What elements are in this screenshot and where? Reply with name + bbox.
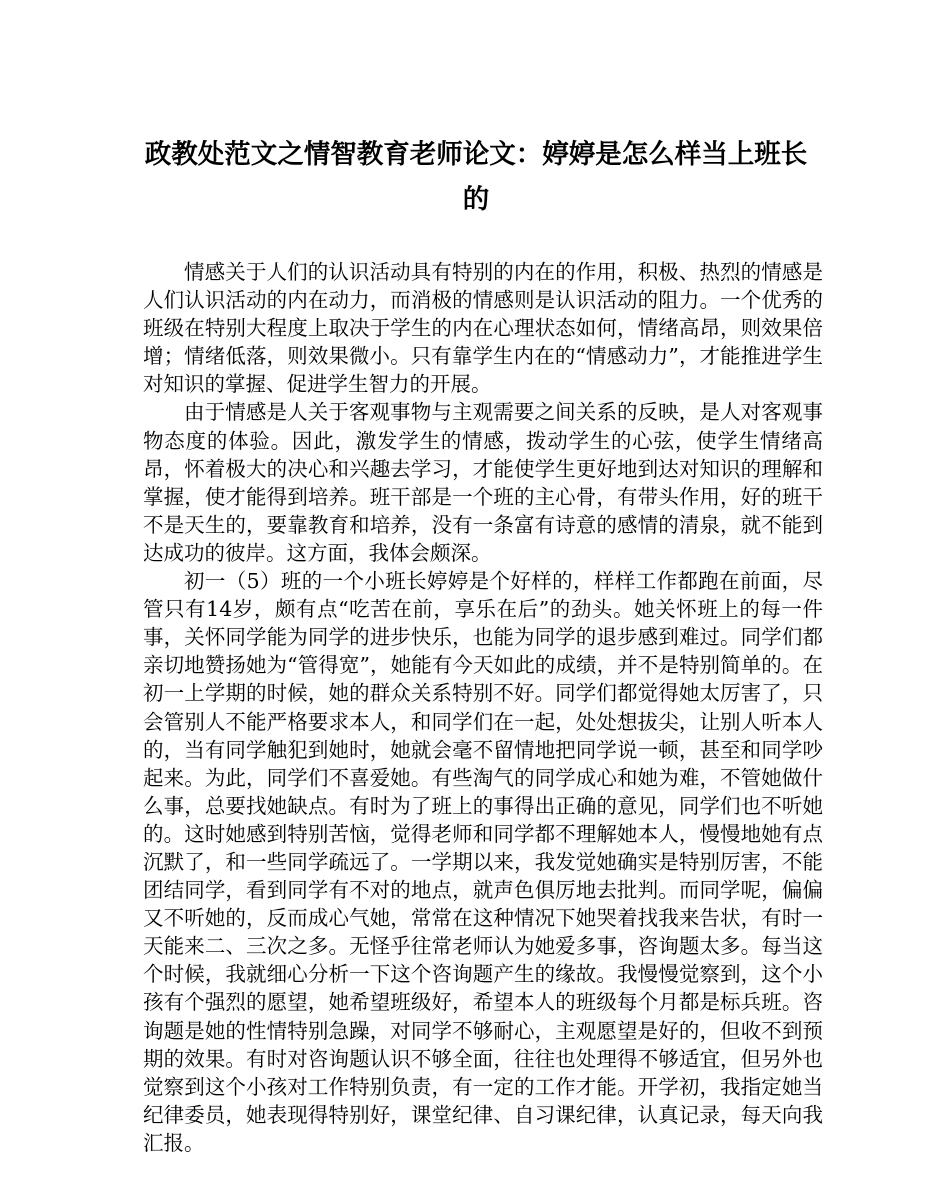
document-title: 政教处范文之情智教育老师论文：婷婷是怎么样当上班长的 (144, 139, 808, 215)
paragraph-3: 初一（5）班的一个小班长婷婷是个好样的，样样工作都跑在前面，尽管只有14岁，颇有点“吃苦在前，享乐在后”的劲头。她关怀班上的每一件事，关怀同学能为同学的进步快乐，也能为同学的退步感到难过。同学们都亲切地赞扬她为“管得宽”，她能有今天如此的成绩，并不是特别简单的。在初一上学期的时候，她的群众关系特别不好。同学们都觉得她太厉害了，只会管别人不能严格要求本人，和同学们在一起，处处想拔尖，让别人听本人的，当有同学触犯到她时，她就会毫不留情地把同学说一顿，甚至和同学吵起来。为此，同学们不喜爱她。有些淘气的同学成心和她为难，不管她做什么事，总要找她缺点。有时为了班上的事得出正确的意见，同学们也不听她的。这时她感到特别苦恼，觉得老师和同学都不理解她本人，慢慢地她有点沉默了，和一些同学疏远了。一学期以来，我发觉她确实是特别厉害，不能团结同学，看到同学有不对的地点，就声色俱厉地去批判。而同学呢，偏偏又不听她的，反而成心气她，常常在这种情况下她哭着找我来告状，有时一天能来二、三次之多。无怪乎往常老师认为她爱多事，咨询题太多。每当这个时候，我就细心分析一下这个咨询题产生的缘故。我慢慢觉察到，这个小孩有个强烈的愿望，她希望班级好，希望本人的班级每个月都是标兵班。咨询题是她的性情特别急躁，对同学不够耐心，主观愿望是好的，但收不到预期的效果。有时对咨询题认识不够全面，往往也处理得不够适宜，但另外也觉察到这个小孩对工作特别负责，有一定的工作才能。开学初，我指定她当纪律委员，她表现得特别好，课堂纪律、自习课纪律，认真记录，每天向我汇报。 (143, 569, 823, 1155)
paragraph-1: 情感关于人们的认识活动具有特别的内在的作用，积极、热烈的情感是人们认识活动的内在动力，而消极的情感则是认识活动的阻力。一个优秀的班级在特别大程度上取决于学生的内在心理状态如何，情绪高昂，则效果倍增；情绪低落，则效果微小。只有靠学生内在的“情感动力”，才能推进学生对知识的掌握、促进学生智力的开展。 (143, 260, 823, 397)
document-body (143, 258, 823, 1157)
paragraph-2: 由于情感是人关于客观事物与主观需要之间关系的反映，是人对客观事物态度的体验。因此，激发学生的情感，拨动学生的心弦，使学生情绪高昂，怀着极大的决心和兴趣去学习，才能使学生更好地到达对知识的理解和掌握，使才能得到培养。班干部是一个班的主心骨，有带头作用，好的班干不是天生的，要靠教育和培养，没有一条富有诗意的感情的清泉，就不能到达成功的彼岸。这方面，我体会颇深。 (143, 400, 823, 565)
